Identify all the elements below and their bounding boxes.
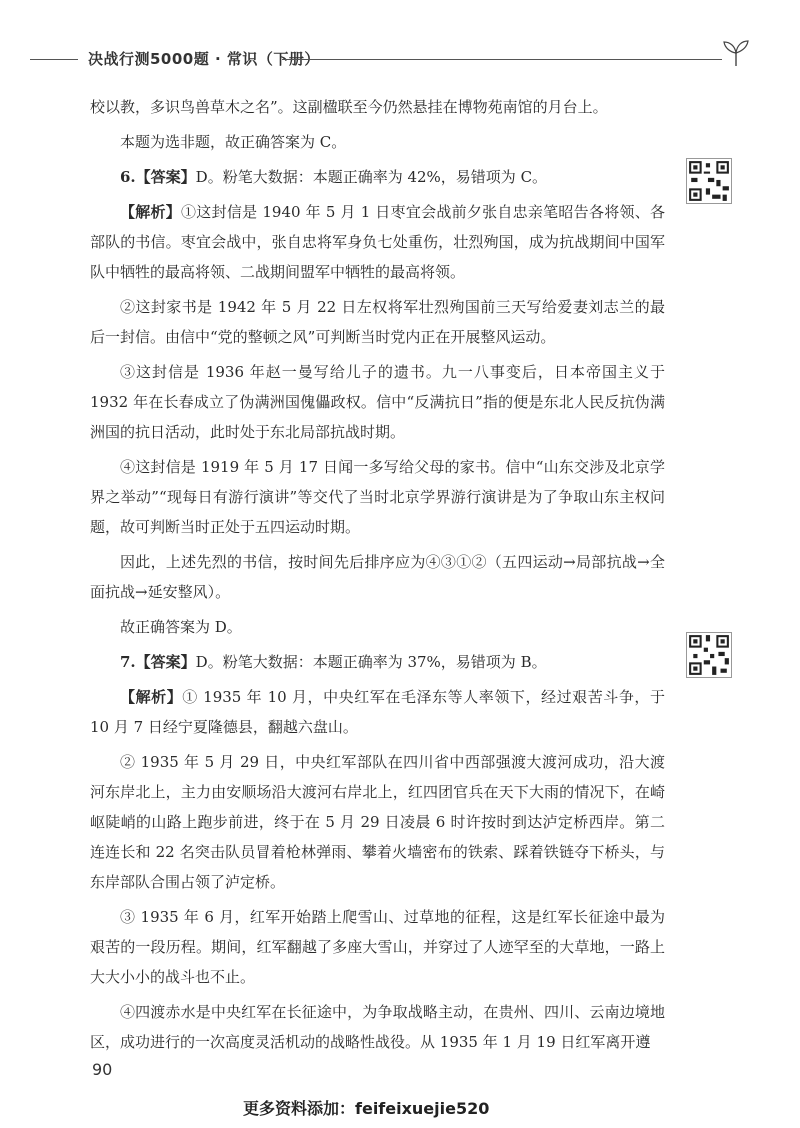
header-rule-left — [30, 59, 78, 60]
paragraph-text: 本题为选非题，故正确答案为 C。 — [120, 133, 347, 151]
page-number: 90 — [92, 1060, 113, 1079]
answer-label: 6.【答案】 — [120, 168, 196, 186]
paragraph-text: ③这封信是 1936 年赵一曼写给儿子的遗书。九一八事变后，日本帝国主义于 1932 年在长春成立了伪满洲国傀儡政权。信中“反满抗日”指的便是东北人民反抗伪满洲国的抗日活动，此时处于东北局部抗战时期。 — [90, 363, 665, 441]
paragraph-text: ④四渡赤水是中央红军在长征途中，为争取战略主动，在贵州、四川、云南边境地区，成功进行的一次高度灵活机动的战略性战役。从 1935 年 1 月 19 日红军离开遵 — [90, 1003, 665, 1051]
header-title: 决战行测5000题 · 常识（下册） — [88, 50, 320, 68]
qr-code-icon — [686, 632, 732, 678]
body-paragraph — [90, 647, 665, 677]
paragraph-text: ② 1935 年 5 月 29 日，中央红军部队在四川省中西部强渡大渡河成功，沿大渡河东岸北上，主力由安顺场沿大渡河右岸北上，红四团官兵在天下大雨的情况下，在崎岖陡峭的山路上跑步前进，终于在 5 月 29 日凌晨 6 时许按时到达泸定桥西岸。第二连连长和 22 名突击队员冒着枪林弹雨、攀着火墙密布的铁索、踩着铁链夺下桥头，与东岸部队合围占领了泸定桥。 — [90, 753, 665, 891]
body-paragraph — [90, 547, 665, 607]
header-rule-right — [282, 59, 722, 60]
paragraph-text: ②这封家书是 1942 年 5 月 22 日左权将军壮烈殉国前三天写给爱妻刘志兰的最后一封信。由信中“党的整顿之风”可判断当时党内正在开展整风运动。 — [90, 298, 665, 346]
sprout-icon — [718, 38, 754, 68]
answer-label: 【解析】 — [120, 203, 182, 221]
body-paragraph — [90, 452, 665, 542]
body-paragraph — [90, 162, 665, 192]
paragraph-text: 因此，上述先烈的书信，按时间先后排序应为④③①②（五四运动→局部抗战→全面抗战→延安整风）。 — [90, 553, 665, 601]
body-paragraph — [90, 682, 665, 742]
qr-code-icon — [686, 158, 732, 204]
body-paragraph — [90, 997, 665, 1057]
answer-label: 7.【答案】 — [120, 653, 196, 671]
footer-contact-text: 更多资料添加：feifeixuejie520 — [243, 1099, 490, 1118]
paragraph-text: ①这封信是 1940 年 5 月 1 日枣宜会战前夕张自忠亲笔昭告各将领、各部队的书信。枣宜会战中，张自忠将军身负七处重伤，壮烈殉国，成为抗战期间中国军队中牺牲的最高将领、二战期间盟军中牺牲的最高将领。 — [90, 203, 665, 281]
body-paragraph — [90, 902, 665, 992]
paragraph-text: D。粉笔大数据：本题正确率为 37%，易错项为 B。 — [195, 653, 547, 671]
page-header — [30, 38, 750, 74]
answer-label: 【解析】 — [120, 688, 183, 706]
body-paragraph — [90, 612, 665, 642]
body-paragraph — [90, 197, 665, 287]
body-paragraph — [90, 92, 665, 122]
paragraph-text: ④这封信是 1919 年 5 月 17 日闻一多写给父母的家书。信中“山东交涉及北京学界之举动”“现每日有游行演讲”等交代了当时北京学界游行演讲是为了争取山东主权问题，故可判断当时正处于五四运动时期。 — [90, 458, 665, 536]
paragraph-text: 故正确答案为 D。 — [120, 618, 242, 636]
body-paragraph — [90, 357, 665, 447]
body-paragraph — [90, 292, 665, 352]
body-paragraph — [90, 747, 665, 897]
page-body — [90, 92, 665, 1062]
body-paragraph — [90, 127, 665, 157]
paragraph-text: 校以教，多识鸟兽草木之名”。这副楹联至今仍然悬挂在博物苑南馆的月台上。 — [90, 98, 608, 116]
paragraph-text: ① 1935 年 10 月，中央红军在毛泽东等人率领下，经过艰苦斗争，于 10 月 7 日经宁夏隆德县，翻越六盘山。 — [90, 688, 665, 736]
paragraph-text: ③ 1935 年 6 月，红军开始踏上爬雪山、过草地的征程，这是红军长征途中最为艰苦的一段历程。期间，红军翻越了多座大雪山，并穿过了人迹罕至的大草地，一路上大大小小的战斗也不止。 — [90, 908, 665, 986]
paragraph-text: D。粉笔大数据：本题正确率为 42%，易错项为 C。 — [195, 168, 548, 186]
